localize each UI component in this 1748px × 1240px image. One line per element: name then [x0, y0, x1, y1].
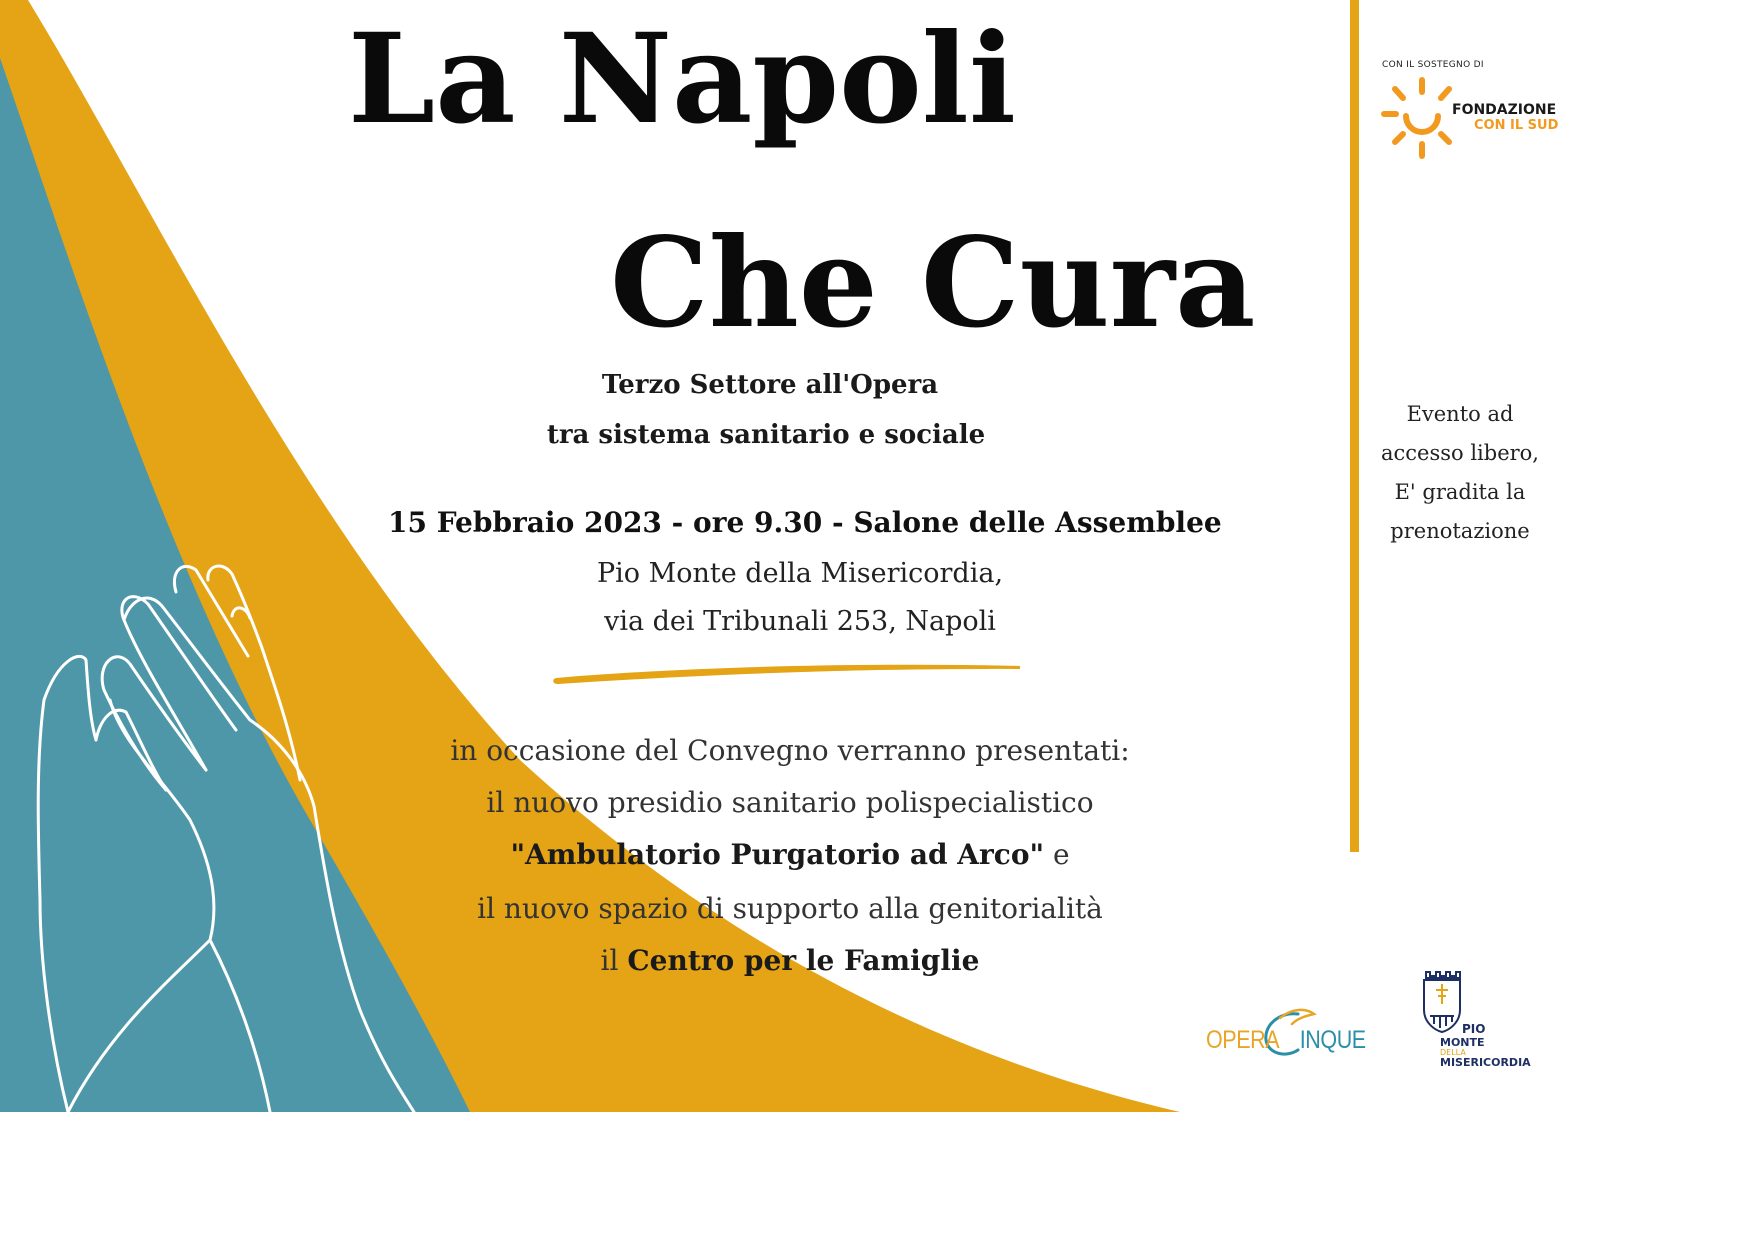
- side-note-line-1: Evento ad: [1406, 402, 1514, 426]
- pio-monte-logo-text-4: MISERICORDIA: [1440, 1056, 1531, 1069]
- subtitle-line-2: tra sistema sanitario e sociale: [546, 420, 986, 450]
- pio-monte-logo-text-3: DELLA: [1440, 1048, 1466, 1057]
- operacinque-text-a: OPERA: [1206, 1026, 1280, 1054]
- side-divider-rule: [1350, 0, 1359, 852]
- ambulatorio-name: "Ambulatorio Purgatorio ad Arco": [510, 838, 1045, 871]
- support-label: CON IL SOSTEGNO DI: [1382, 60, 1484, 70]
- fondazione-logo-text-2: CON IL SUD: [1474, 118, 1559, 133]
- crest-icon: [1420, 970, 1464, 1034]
- presentation-line-5-head: il: [600, 944, 628, 977]
- presentation-line-1: in occasione del Convegno verranno presentati:: [450, 734, 1130, 767]
- presentation-line-5: [380, 944, 1200, 977]
- subtitle-line-1: Terzo Settore all'Opera: [601, 370, 939, 400]
- pio-monte-logo-text-2: MONTE: [1440, 1036, 1485, 1049]
- operacinque-logo: [1206, 1026, 1366, 1055]
- presentation-line-2: il nuovo presidio sanitario polispecialistico: [486, 786, 1094, 819]
- presentation-line-3: [380, 838, 1200, 871]
- venue-line-2: via dei Tribunali 253, Napoli: [604, 606, 996, 637]
- centro-famiglie-name: Centro per le Famiglie: [627, 944, 980, 977]
- side-note-line-2: accesso libero,: [1380, 441, 1539, 465]
- operacinque-text-b: INQUE: [1299, 1026, 1366, 1054]
- venue-line-1: Pio Monte della Misericordia,: [596, 558, 1004, 589]
- side-note-line-3: E' gradita la: [1394, 480, 1526, 504]
- sun-icon: [1380, 76, 1464, 160]
- fondazione-logo-text-1: FONDAZIONE: [1452, 102, 1557, 118]
- title-line-1: La Napoli: [348, 7, 1017, 152]
- pio-monte-logo-text-1: PIO: [1462, 1022, 1486, 1036]
- presentation-line-3-tail: e: [1044, 838, 1070, 871]
- title-line-2: Che Cura: [610, 211, 1256, 356]
- presentation-line-4: il nuovo spazio di supporto alla genitorialità: [477, 892, 1103, 925]
- event-date-line: 15 Febbraio 2023 - ore 9.30 - Salone delle Assemblee: [388, 506, 1222, 539]
- brush-stroke-divider: [550, 654, 1024, 688]
- side-note-line-4: prenotazione: [1390, 519, 1530, 543]
